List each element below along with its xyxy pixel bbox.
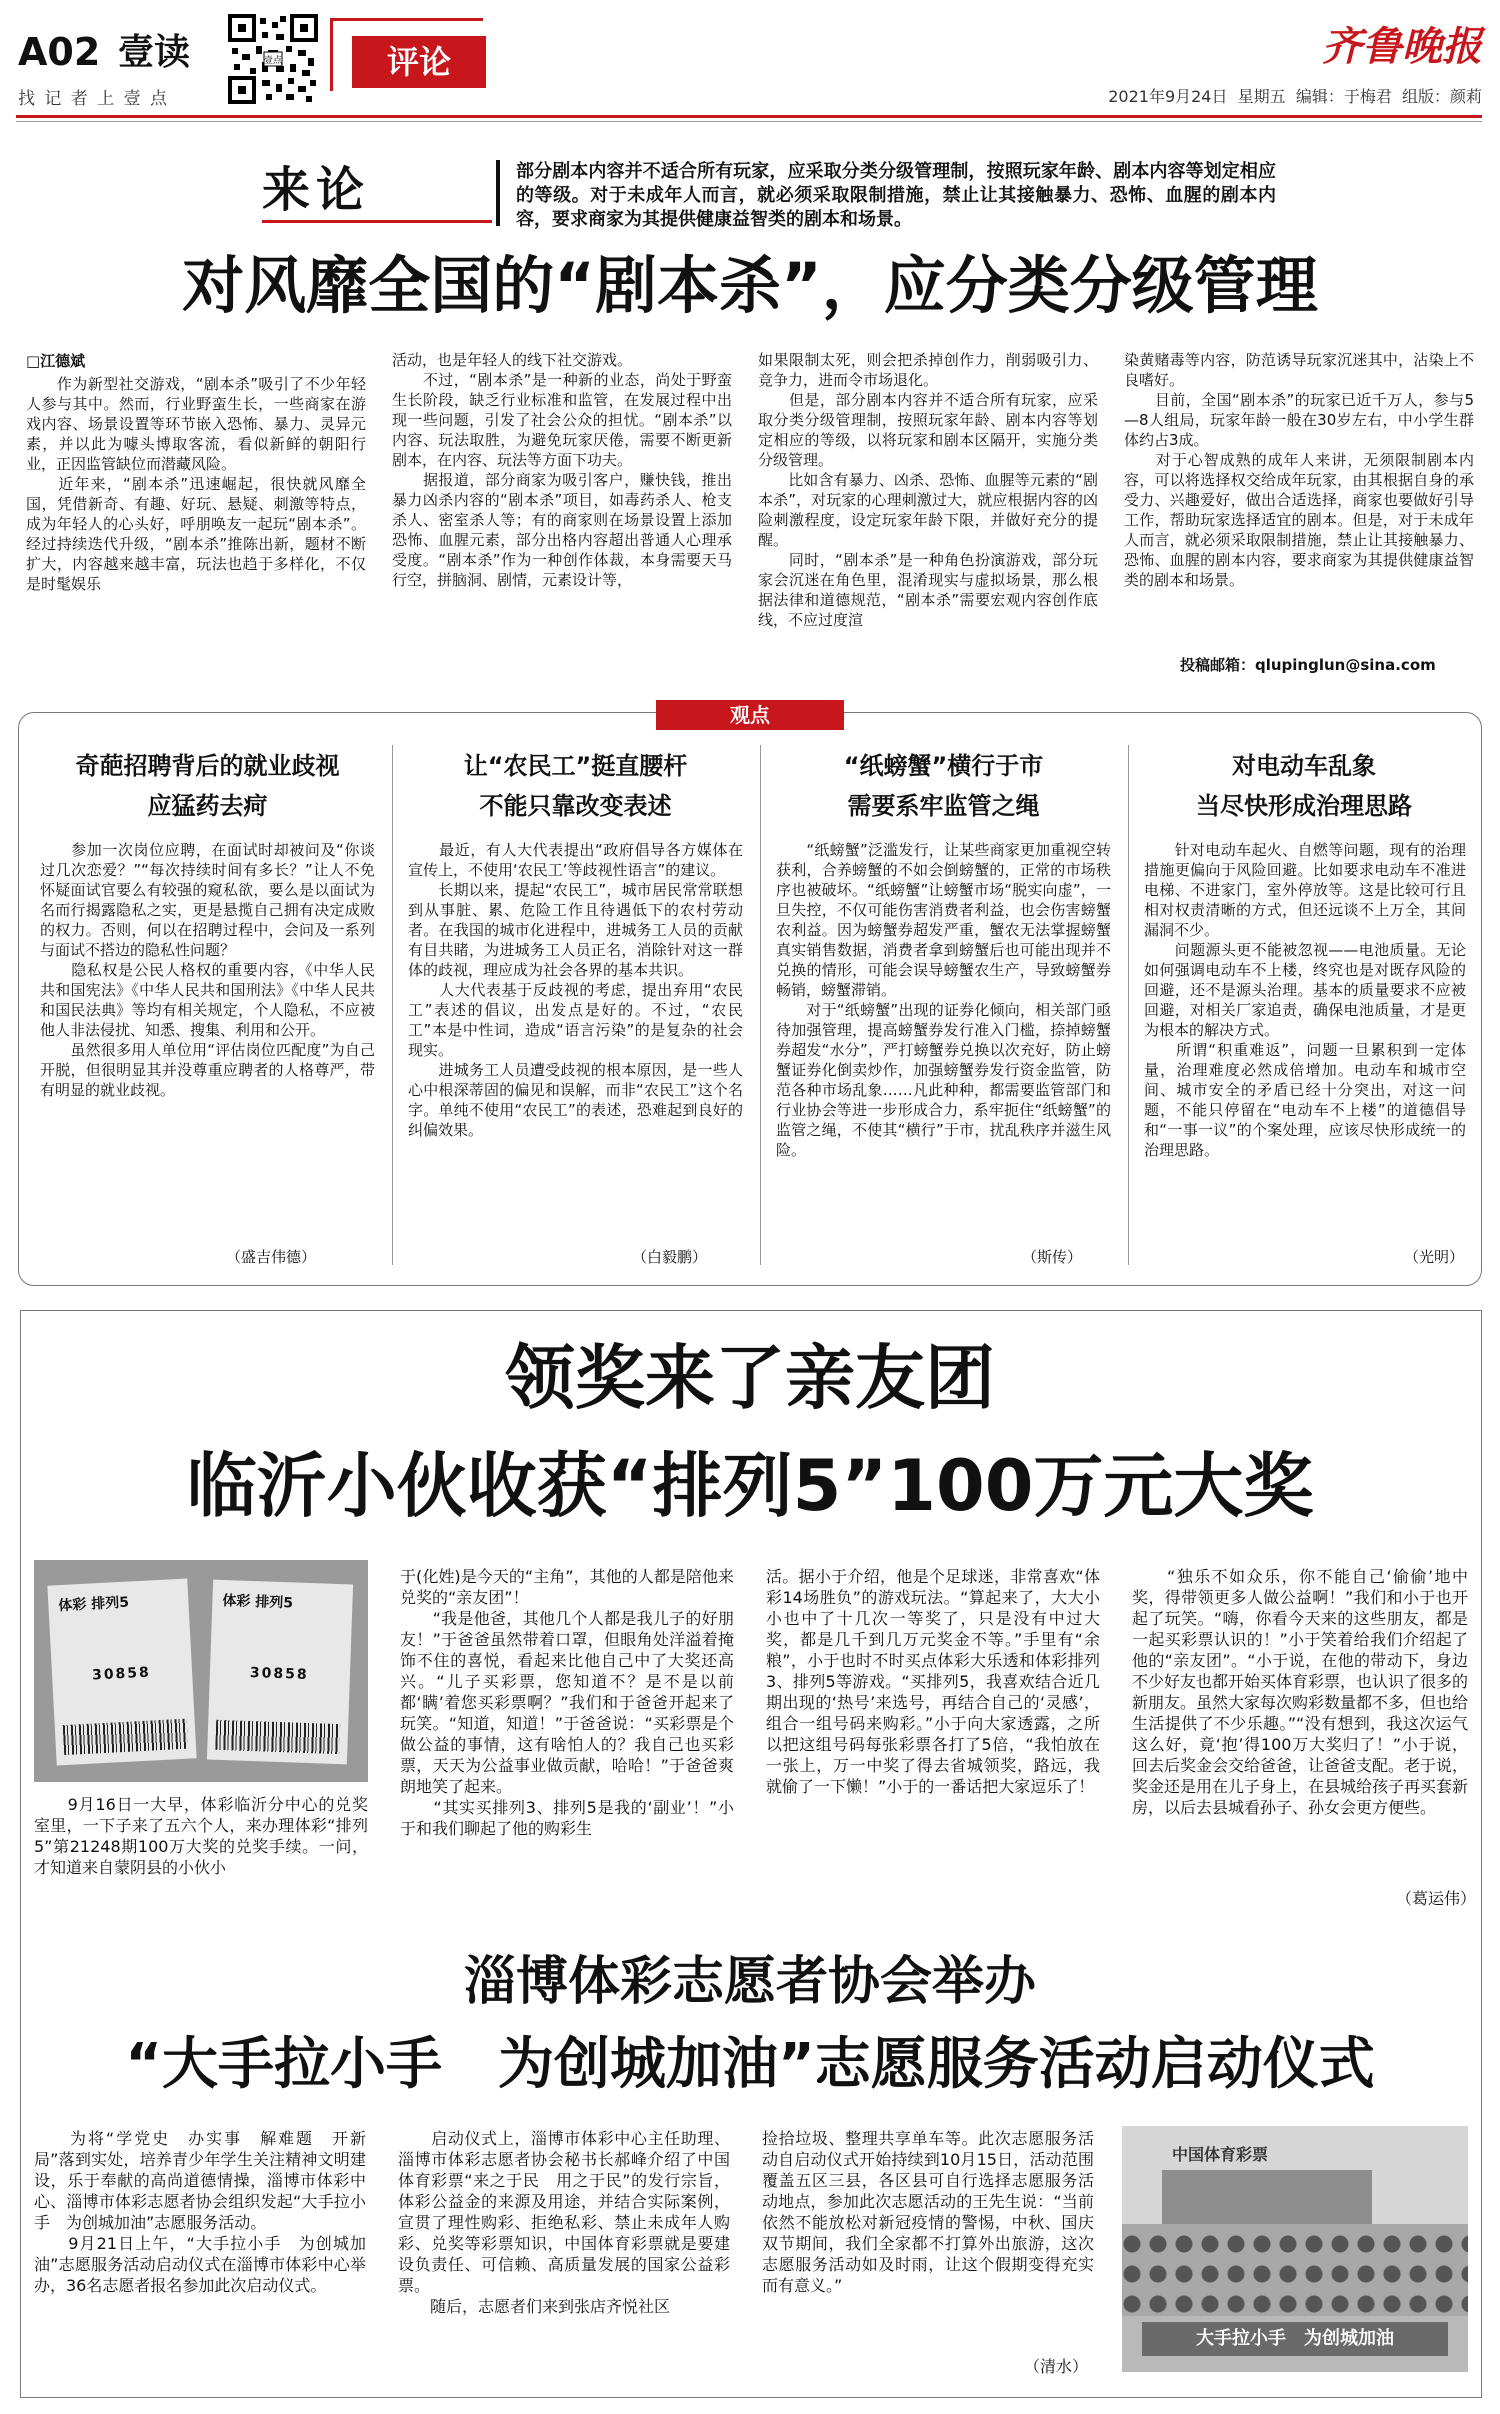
lottery-column-1: 9月16日一大早，体彩临沂分中心的兑奖室里，一下子来了五六个人，来办理体彩“排列5”第21248期100万大奖的兑奖手续。一问，才知道来自蒙阴县的小伙小 [34, 1795, 368, 1877]
viewpoint-3-author: （斯传） [1022, 1248, 1083, 1266]
lead-column-4: 染黄赌毒等内容，防范诱导玩家沉迷其中，沾染上不良嗜好。 目前，全国“剧本杀”的玩家已近千万人，参与5—8人组局，玩家年龄一般在30岁左右，中小学生群体约占3成。 对于心智成熟的成年人来讲，无须限制剧本内容，可以将选择权交给成年玩家，由其根据自身的承受力、兴趣爱好，做出合适选择，商家也要做好引导工作，帮助玩家选择适宜的剧本。但是，对于未成年人而言，就必须采取限制措施，禁止让其接触暴力、恐怖、血腥的剧本内容，要求商家为其提供健康益智类的剧本和场景。 [1124, 351, 1474, 589]
ticket-right-barcode [215, 1720, 340, 1754]
viewpoint-1-title-line1: 奇葩招聘背后的就业歧视 [75, 752, 340, 780]
ticket-right-title: 体彩 排列5 [222, 1592, 294, 1612]
contribute-email: 投稿邮箱：qlupinglun@sina.com [1180, 656, 1436, 674]
volunteer-group-photo [1122, 2126, 1468, 2372]
ticket-right-number: 30858 [249, 1664, 309, 1683]
newspaper-logo: 齐鲁晚报 [1322, 23, 1482, 70]
lead-column-2: 活动，也是年轻人的线下社交游戏。 不过，“剧本杀”是一种新的业态，尚处于野蛮生长阶段，缺乏行业标准和监管，在发展过程中出现一些问题，引发了社会公众的担忧。“剧本杀”以内容、玩法取胜，为避免玩家厌倦，需要不断更新剧本，在内容、玩法等方面下功夫。 据报道，部分商家为吸引客户，赚快钱，推出暴力凶杀内容的“剧本杀”项目，如毒药杀人、枪支杀人、密室杀人等；有的商家则在场景设置上添加恐怖、血腥元素，部分出格内容超出普通人心理承受度。“剧本杀”作为一种创作体裁，本身需要天马行空，拼脑洞、剧情，元素设计等， [392, 351, 732, 589]
page-number: A02 [18, 30, 101, 74]
volunteer-column-1: 为将“学党史 办实事 解难题 开新局”落到实处，培养青少年学生关注精神文明建设，乐于奉献的高尚道德情操，淄博市体彩中心、淄博市体彩志愿者协会组织发起“大手拉小手 为创城加油”志愿服务活动。 9月21日上午，“大手拉小手 为创城加油”志愿服务活动启动仪式在淄博市体彩中心举办，36名志愿者报名参加此次启动仪式。 [34, 2129, 366, 2295]
masthead-thin-rule [16, 121, 1482, 122]
lead-title: 对风靡全国的“剧本杀”，应分类分级管理 [182, 249, 1318, 322]
ticket-right [207, 1580, 353, 1765]
tag-calligraphy-icon: 来论 [262, 162, 371, 218]
lottery-column-2: 于(化姓)是今天的“主角”，其他的人都是陪他来兑奖的“亲友团”！ “我是他爸，其他几个人都是我儿子的好朋友！”于爸爸虽然带着口罩，但眼角处洋溢着掩饰不住的喜悦，看起来比他自己中了大奖还高兴。“儿子买彩票，您知道不？是不是以前都‘瞒’着您买彩票啊？”我们和于爸爸开起来了玩笑。“知道，知道！”于爸爸说：“买彩票是个做公益的事情，这有啥怕人的？我自己也买彩票，天天为公益事业做贡献，哈哈！”于爸爸爽朗地笑了起来。 “其实买排列3、排列5是我的‘副业’！”小于和我们聊起了他的购彩生 [400, 1567, 734, 1838]
viewpoint-4-title-line1: 对电动车乱象 [1232, 752, 1376, 780]
lottery-ticket-photo [34, 1560, 368, 1782]
viewpoint-1-author: （盛吉伟德） [226, 1248, 317, 1266]
lead-author: □江德斌 [26, 352, 86, 370]
viewpoint-2-title-line2: 不能只靠改变表述 [479, 792, 672, 820]
volunteer-headline-1: 淄博体彩志愿者协会举办 [463, 1952, 1036, 2012]
volunteer-column-3: 捡拾垃圾、整理共享单车等。此次志愿服务活动自启动仪式开始持续到10月15日，活动范围覆盖五区三县，各区县可自行选择志愿服务活动地点，参加此次志愿活动的王先生说：“当前依然不能放松对新冠疫情的警惕，中秋、国庆双节期间，我们全家都不打算外出旅游，这次志愿服务活动如及时雨，让这个假期变得充实而有意义。” [762, 2129, 1094, 2295]
section-name: 壹读 [118, 32, 191, 73]
ticket-left-number: 30858 [91, 1664, 152, 1684]
viewpoint-divider-2 [760, 745, 761, 1265]
volunteer-column-2: 启动仪式上，淄博市体彩中心主任助理、淄博市体彩志愿者协会秘书长郝峰介绍了中国体育彩票“来之于民 用之于民”的发行宗旨，体彩公益金的来源及用途，并结合实际案例，宣贯了理性购彩、拒绝私彩、禁止未成年人购彩、兑奖等彩票知识，中国体育彩票就是要建设负责任、可信赖、高质量发展的国家公益彩票。 随后，志愿者们来到张店齐悦社区 [398, 2129, 730, 2316]
lottery-author: （葛运伟） [1396, 1889, 1477, 1908]
date-line: 2021年9月24日 星期五 编辑：于梅君 组版：颜莉 [1108, 87, 1482, 106]
tagline: 找 记 者 上 壹 点 [18, 89, 170, 109]
lead-column-1: 作为新型社交游戏，“剧本杀”吸引了不少年轻人参与其中。然而，行业野蛮生长，一些商家在游戏内容、场景设置等环节嵌入恐怖、暴力、灵异元素，并以此为噱头博取客流，看似新鲜的朝阳行业，正因监管缺位而潜藏风险。 近年来，“剧本杀”迅速崛起，很快就风靡全国，凭借新奇、有趣、好玩、悬疑、刺激等特点，成为年轻人的心头好，呼朋唤友一起玩“剧本杀”。经过持续迭代升级，“剧本杀”推陈出新，题材不断扩大，内容越来越丰富，玩法也趋于多样化，不仅是时髦娱乐 [26, 375, 366, 593]
svg-text:壹点: 壹点 [263, 56, 283, 66]
tag-vertical-rule [496, 160, 500, 226]
masthead-rule [16, 115, 1482, 118]
ticket-left-title: 体彩 排列5 [58, 1594, 130, 1615]
volunteer-headline-2: “大手拉小手 为创城加油”志愿服务活动启动仪式 [125, 2032, 1375, 2097]
viewpoint-4-title-line2: 当尽快形成治理思路 [1196, 792, 1412, 820]
lead-column-3: 如果限制太死，则会把杀掉创作力，削弱吸引力、竞争力，进而令市场退化。 但是，部分剧本内容并不适合所有玩家，应采取分类分级管理制，按照玩家年龄、剧本内容等划定相应的等级，以将玩家和剧本区隔开，实施分类分级管理。 比如含有暴力、凶杀、恐怖、血腥等元素的“剧本杀”，对玩家的心理刺激过大，就应根据内容的凶险刺激程度，设定玩家年龄下限，并做好充分的提醒。 同时，“剧本杀”是一种角色扮演游戏，部分玩家会沉迷在角色里，混淆现实与虚拟场景，那么根据法律和道德规范，“剧本杀”需要宏观内容创作底线，不应过度渲 [758, 351, 1098, 629]
ticket-left-barcode [63, 1719, 188, 1755]
viewpoint-divider-1 [392, 745, 393, 1265]
lottery-column-4: “独乐不如众乐，你不能自己‘偷偷’地中奖，得带领更多人做公益啊！”我们和小于也开起了玩笑。“嗨，你看今天来的这些朋友，都是一起买彩票认识的！”小于笑着给我们介绍起了他的“亲友团”。“小于说，在他的带动下，身边不少好友也都开始买体育彩票，也认识了很多的新朋友。虽然大家每次购彩数量都不多，但也给生活提供了不少乐趣。”“没有想到，我这次运气这么好，竟‘抱’得100万大奖归了！”小于说，回去后奖金会交给爸爸，让爸爸支配。老于说，奖金还是用在儿子身上，在县城给孩子再买套新房，以后去县城看孙子、孙女会更方便些。 [1132, 1567, 1468, 1817]
viewpoint-3-title-line1: “纸螃蟹”横行于市 [843, 752, 1044, 780]
viewpoint-2-title-line1: 让“农民工”挺直腰杆 [463, 752, 688, 780]
viewpoint-4-body: 针对电动车起火、自燃等问题，现有的治理措施更偏向于风险回避。比如要求电动车不准进电梯、不进家门，室外停放等。这是比较可行且相对权责清晰的方式，但还远谈不上万全，其间漏洞不少。 问题源头更不能被忽视——电池质量。无论如何强调电动车不上楼，终究也是对既存风险的回避，还不是源头治理。基本的质量要求不应被回避，对相关厂家追责，确保电池质量，才是更为根本的解决方式。 所谓“积重难返”，问题一旦累积到一定体量，治理难度必然成倍增加。电动车和城市空间、城市安全的矛盾已经十分突出，对这一问题，不能只停留在“电动车不上楼”的道德倡导和“一事一议”的个案处理，应该尽快形成统一的治理思路。 [1144, 841, 1466, 1159]
viewpoint-1-body: 参加一次岗位应聘，在面试时却被问及“你谈过几次恋爱？”“每次持续时间有多长？”让人不免怀疑面试官要么有较强的窥私欲，要么是以面试为名而行揭露隐私之实，更是悬揽自己拥有决定成败的权力。否则，何以在招聘过程中，会问及一系列与面试不搭边的隐私性问题？ 隐私权是公民人格权的重要内容，《中华人民共和国宪法》《中华人民共和国刑法》《中华人民共和国民法典》等均有相关规定，个人隐私，不应被他人非法侵扰、知悉、搜集、利用和公开。 虽然很多用人单位用“评估岗位匹配度”为自己开脱，但很明显其并没尊重应聘者的人格尊严，带有明显的就业歧视。 [40, 841, 375, 1099]
tag-underline [262, 220, 492, 223]
column-label: 评论 [352, 36, 486, 88]
viewpoint-4-author: （光明） [1404, 1248, 1465, 1266]
viewpoint-3-title-line2: 需要系牢监管之绳 [847, 792, 1040, 820]
viewpoint-3-body: “纸螃蟹”泛滥发行，让某些商家更加重视空转获利，合养螃蟹的不如会倒螃蟹的，正常的市场秩序也被破坏。“纸螃蟹”让螃蟹市场“脱实向虚”，一旦失控，不仅可能伤害消费者利益，也会伤害螃蟹农利益。因为螃蟹券超发严重，蟹农无法掌握螃蟹真实销售数据，消费者拿到螃蟹后也可能出现并不兑换的情形，可能会误导螃蟹农生产，导致螃蟹券畅销，螃蟹滞销。 对于“纸螃蟹”出现的证券化倾向，相关部门亟待加强管理，提高螃蟹券发行准入门槛，捺掉螃蟹券超发“水分”，严打螃蟹券兑换以次充好，防止螃蟹证券化倒卖炒作，加强螃蟹券发行资金监管，防范各种市场乱象……凡此种种，都需要监管部门和行业协会等进一步形成合力，系牢扼住“纸螃蟹”的监管之绳，不使其“横行”于市，扰乱秩序并滋生风险。 [776, 841, 1111, 1159]
lead-summary: 部分剧本内容并不适合所有玩家，应采取分类分级管理制，按照玩家年龄、剧本内容等划定相应的等级。对于未成年人而言，就必须采取限制措施，禁止让其接触暴力、恐怖、血腥的剧本内容，要求商家为其提供健康益智类的剧本和场景。 [516, 161, 1276, 230]
lottery-headline-2: 临沂小伙收获“排列5”100万元大奖 [186, 1445, 1314, 1527]
viewpoint-2-body: 最近，有人大代表提出“政府倡导各方媒体在宣传上，不使用‘农民工’等歧视性语言”的建议。 长期以来，提起“农民工”，城市居民常常联想到从事脏、累、危险工作且待遇低下的农村劳动者。在我国的城市化进程中，进城务工人员的贡献有目共睹，为进城务工人员正名，消除针对这一群体的歧视，理应成为社会各界的基本共识。 人大代表基于反歧视的考虑，提出弃用“农民工”表述的倡议，出发点是好的。不过，“农民工”本是中性词，造成“语言污染”的是复杂的社会现实。 进城务工人员遭受歧视的根本原因，是一些人心中根深蒂固的偏见和误解，而非“农民工”这个名字。单纯不使用“农民工”的表述，恐难起到良好的纠偏效果。 [408, 841, 743, 1139]
viewpoint-label: 观点 [656, 700, 844, 730]
viewpoint-1-title-line2: 应猛药去疴 [147, 792, 268, 820]
ticket-left [47, 1578, 196, 1765]
lottery-headline-1: 领奖来了亲友团 [505, 1337, 995, 1419]
photo-slogan-banner: 大手拉小手 为创城加油 [1142, 2322, 1448, 2356]
photo-crowd [1122, 2224, 1468, 2316]
photo-banner: 中国体育彩票 [1172, 2145, 1269, 2164]
viewpoint-divider-3 [1128, 745, 1129, 1265]
qr-code-icon [228, 14, 318, 104]
viewpoint-2-author: （白毅鹏） [632, 1248, 708, 1266]
volunteer-author: （清水） [1024, 2357, 1089, 2376]
lottery-column-3: 活。据小于介绍，他是个足球迷，非常喜欢“体彩14场胜负”的游戏玩法。“算起来了，大大小小也中了十几次一等奖了，只是没有中过大奖，都是几千到几万元奖金不等。”手里有“余粮”，小于也时不时买点体彩大乐透和体彩排列3、排列5等游戏。“买排列5，我喜欢结合近几期出现的‘热号’来选号，再结合自己的‘灵感’，组合一组号码来购彩。”小于向大家透露，之所以把这组号码每张彩票各打了5倍，“我怕放在一张上，万一中奖了得去省城领奖，路远，我就偷了一下懒！”小于的一番话把大家逗乐了！ [766, 1567, 1100, 1796]
